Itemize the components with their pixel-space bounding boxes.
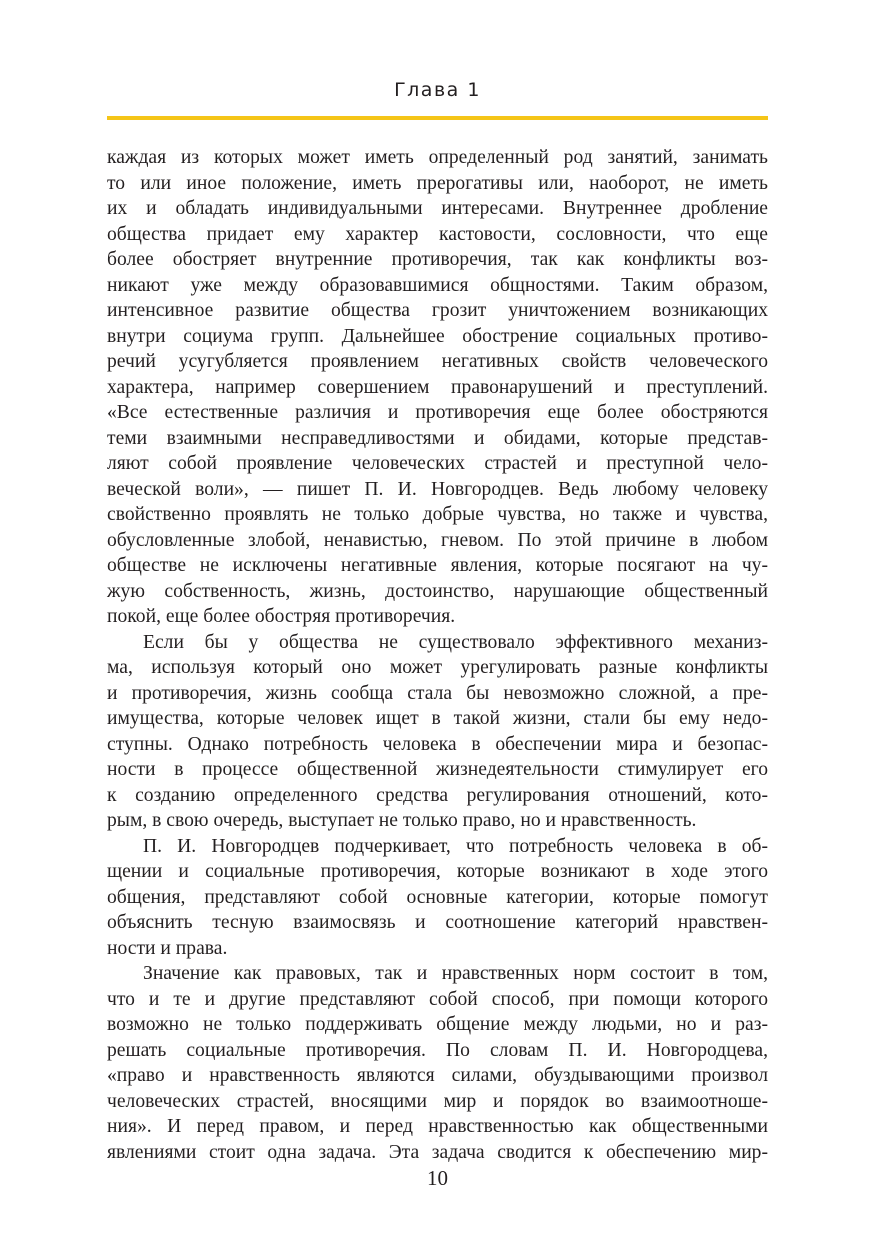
text-line: щении и социальные противоречия, которые возникают в ходе этого — [107, 861, 768, 882]
text-line: человеческих страстей, вносящими мир и порядок во взаимоотноше- — [107, 1090, 768, 1112]
body-text — [107, 145, 768, 1165]
text-line: более обостряет внутренние противоречия, так как конфликты воз- — [107, 249, 768, 270]
text-line: общения, представляют собой основные категории, которые помогут — [107, 886, 768, 908]
text-line: ности и права. — [107, 937, 228, 959]
text-line: явлениями стоит одна задача. Эта задача сводится к обеспечению мир- — [107, 1141, 768, 1163]
text-line: внутри социума групп. Дальнейшее обострение социальных противо- — [107, 325, 768, 347]
text-line: ния». И перед правом, и перед нравственностью как общественными — [107, 1116, 768, 1137]
text-line: покой, еще более обостряя противоречия. — [107, 606, 456, 627]
text-line: ности в процессе общественной жизнедеятельности стимулирует его — [107, 759, 768, 780]
paragraph — [107, 630, 768, 834]
text-line: ступны. Однако потребность человека в обеспечении мира и безопас- — [107, 733, 768, 755]
text-line: веческой воли», — пишет П. И. Новгородцев. Ведь любому человеку — [107, 478, 768, 500]
text-line: обусловленные злобой, ненавистью, гневом. По этой причине в любом — [107, 529, 768, 551]
text-line: П. И. Новгородцев подчеркивает, что потребность человека в об- — [143, 835, 768, 857]
text-line: объяснить тесную взаимосвязь и соотношение категорий нравствен- — [107, 912, 768, 933]
text-line: имущества, которые человек ищет в такой жизни, стали бы ему недо- — [107, 708, 768, 729]
text-line: ляют собой проявление человеческих страстей и преступной чело- — [107, 453, 768, 474]
text-line: общества придает ему характер кастовости, сословности, что еще — [107, 223, 768, 245]
text-line: никают уже между образовавшимися общностями. Таким образом, — [107, 274, 768, 296]
text-line: интенсивное развитие общества грозит уничтожением возникающих — [107, 300, 768, 321]
paragraph — [107, 961, 768, 1165]
text-line: характера, например совершением правонарушений и преступлений. — [107, 376, 768, 398]
text-line: их и обладать индивидуальными интересами. Внутреннее дробление — [107, 198, 768, 219]
text-line: каждая из которых может иметь определенный род занятий, занимать — [107, 147, 768, 168]
text-line: теми взаимными несправедливостями и обидами, которые представ- — [107, 427, 768, 449]
chapter-title: Глава 1 — [394, 79, 481, 101]
text-line: и противоречия, жизнь сообща стала бы невозможно сложной, а пре- — [107, 682, 768, 704]
page-number: 10 — [427, 1166, 448, 1190]
text-line: то или иное положение, иметь прерогативы или, наоборот, не иметь — [107, 172, 768, 194]
text-line: «Все естественные различия и противоречия еще более обостряются — [107, 402, 768, 423]
text-line: «право и нравственность являются силами, обуздывающими произвол — [107, 1065, 768, 1086]
text-line: ма, используя который оно может урегулировать разные конфликты — [107, 657, 768, 678]
header-rule — [107, 116, 768, 120]
text-line: Если бы у общества не существовало эффективного механиз- — [143, 631, 768, 653]
text-line: что и те и другие представляют собой способ, при помощи которого — [107, 988, 768, 1010]
text-line: рым, в свою очередь, выступает не только право, но и нравственность. — [107, 810, 697, 831]
paragraph — [107, 145, 768, 630]
text-line: Значение как правовых, так и нравственных норм состоит в том, — [143, 963, 768, 984]
text-line: обществе не исключены негативные явления, которые посягают на чу- — [107, 555, 768, 576]
paragraph — [107, 834, 768, 962]
text-line: к созданию определенного средства регулирования отношений, кото- — [107, 784, 768, 806]
text-line: свойственно проявлять не только добрые чувства, но также и чувства, — [107, 504, 768, 525]
text-line: жую собственность, жизнь, достоинство, нарушающие общественный — [107, 580, 768, 602]
text-line: возможно не только поддерживать общение между людьми, но и раз- — [107, 1014, 768, 1035]
text-line: решать социальные противоречия. По словам П. И. Новгородцева, — [107, 1039, 768, 1061]
text-line: речий усугубляется проявлением негативных свойств человеческого — [107, 351, 768, 372]
